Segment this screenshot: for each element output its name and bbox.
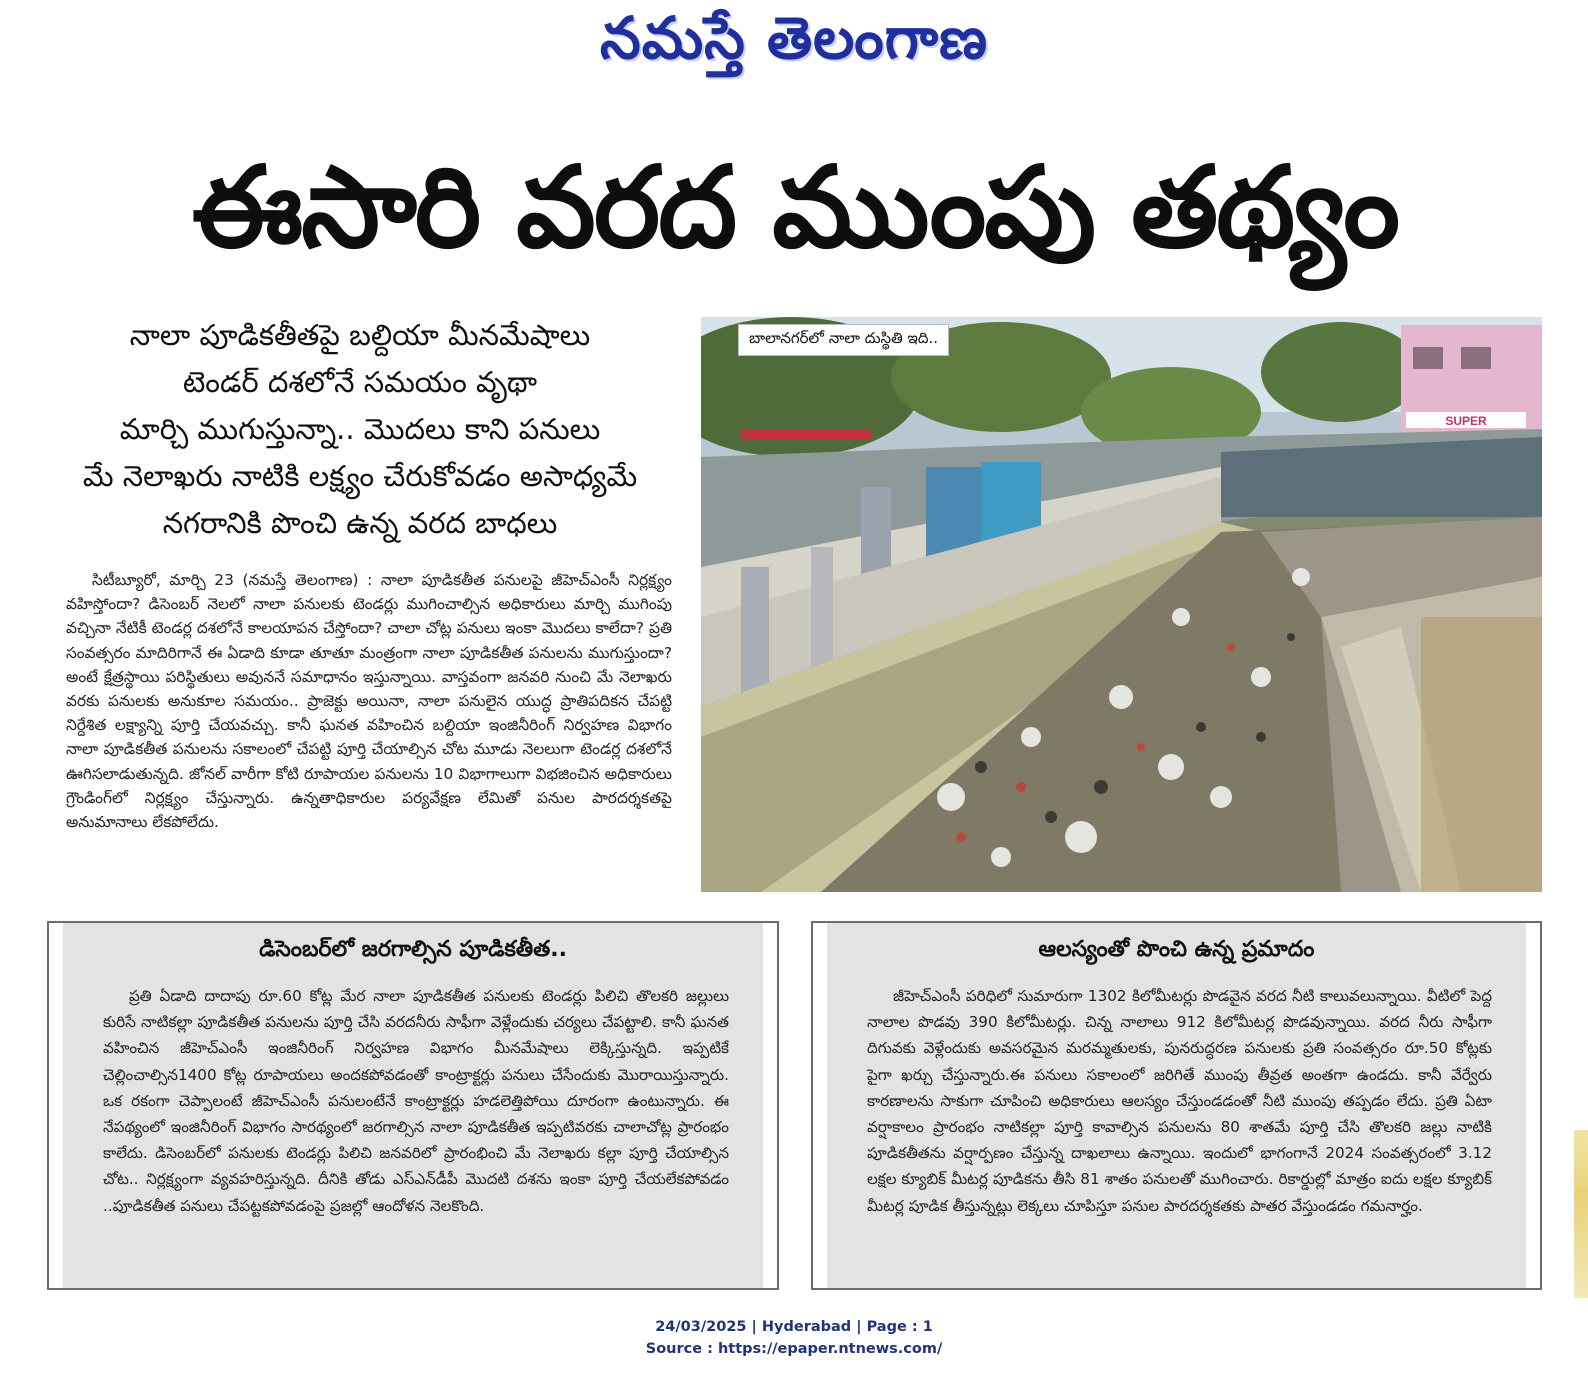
canal-photo-illustration bbox=[701, 317, 1542, 892]
headline: ఈసారి వరద ముంపు తథ్యం bbox=[191, 143, 1399, 273]
news-photo bbox=[701, 317, 1542, 892]
page-footer bbox=[0, 1316, 1588, 1360]
subheadline: మార్చి ముగుస్తున్నా.. మొదలు కాని పనులు bbox=[119, 412, 601, 446]
subheadline: టెండర్ దశలోనే సమయం వృథా bbox=[182, 365, 538, 399]
footer-date-line: 24/03/2025 | Hyderabad | Page : 1 bbox=[655, 1319, 933, 1335]
box-background bbox=[63, 923, 763, 1288]
adjacent-page-edge bbox=[1574, 1130, 1588, 1298]
article-body: సిటీబ్యూరో, మార్చి 23 (నమస్తే తెలంగాణ) : నాలా పూడికతీత పనులపై జీహెచ్ఎంసీ నిర్లక్ష్యం వహిస్తోందా? డిసెంబర్ నెలలో నాలా పనులకు టెండర్లు ముగించాల్సిన అధికారులు మార్చి ముగింపు వచ్చినా నేటికీ టెండర్ల దశలోనే కాలయాపన చేస్తోందా? చాలా చోట్ల పనులు ఇంకా మొదలు కాలేదా? ప్రతి సంవత్సరం మాదిరిగానే ఈ ఏడాది కూడా తూతూ మంత్రంగా నాలా పూడికతీత పనులను ముగుస్తుందా? అంటే క్షేత్రస్థాయి పరిస్థితులు అవుననే సమాధానం ఇస్తున్నాయి. వాస్తవంగా జనవరి నుంచి మే నెలాఖరు వరకు పనులకు అనుకూల సమయం.. ప్రాజెక్టు అయినా, నాలా పనులైన యుద్ధ ప్రాతిపదికన చేపట్టి నిర్దేశిత లక్ష్యాన్ని పూర్తి చేయవచ్చు. కానీ ఘనత వహించిన బల్దియా ఇంజినీరింగ్ నిర్వహణ విభాగం నాలా పూడికతీత పనులను సకాలంలో చేపట్టి పూర్తి చేయాల్సిన చోట మూడు నెలలుగా టెండర్ల దశలోనే ఊగిసలాడుతున్నది. జోనల్ వారీగా కోటి రూపాయల పనులను 10 విభాగాలుగా విభజించిన అధికారులు గ్రౌండింగ్‌లో నిర్లక్ష్యం చేస్తున్నారు. ఉన్నతాధికారుల పర్యవేక్షణ లేమితో పనుల పారదర్శకతపై అనుమానాలు లేకపోలేదు. bbox=[66, 571, 672, 832]
sidebar-box-december bbox=[47, 921, 779, 1290]
footer-source-link[interactable]: Source : https://epaper.ntnews.com/ bbox=[645, 1341, 943, 1357]
sidebar-box-delay-danger bbox=[811, 921, 1542, 1290]
box-title: ఆలస్యంతో పొంచి ఉన్న ప్రమాదం bbox=[1038, 937, 1315, 962]
shop-sign-text: SUPER bbox=[1445, 414, 1487, 428]
subheadline: మే నెలాఖరు నాటికి లక్ష్యం చేరుకోవడం అసాధ్యమే bbox=[82, 459, 638, 493]
subheadline: నగరానికి పొంచి ఉన్న వరద బాధలు bbox=[162, 506, 558, 540]
box-title: డిసెంబర్‌లో జరగాల్సిన పూడికతీత.. bbox=[259, 937, 567, 962]
box-body: జీహెచ్ఎంసీ పరిధిలో సుమారుగా 1302 కిలోమీటర్లు పొడవైన వరద నీటి కాలువలున్నాయి. వీటిలో పెద్ద నాలాల పొడవు 390 కిలోమీటర్లు. చిన్న నాలాలు 912 కిలోమీటర్ల పొడవున్నాయి. వరద నీరు సాఫీగా దిగువకు వెళ్లేందుకు అవసరమైన మరమ్మతులకు, పునరుద్ధరణ పనులకు ప్రతి సంవత్సరం రూ.50 కోట్లకు పైగా ఖర్చు చేస్తున్నారు.ఈ పనులు సకాలంలో జరిగితే ముంపు తీవ్రత అంతగా ఉండదు. కానీ వేర్వేరు కారణాలను సాకుగా చూపించి అధికారులు ఆలస్యం చేస్తుండడంతో నీటి ముంపు తప్పడం లేదు. ప్రతి ఏటా వర్షాకాలం ప్రారంభం నాటికల్లా పూర్తి కావాల్సిన పనులను 80 శాతమే పూర్తి చేసి తొలకరి జల్లు నాటికి పూడికతీతను వర్షార్పణం చేస్తున్న దాఖలాలు ఉన్నాయి. ఇందులో భాగంగానే 2024 సంవత్సరంలో 3.12 లక్షల క్యూబిక్ మీటర్ల పూడికను తీసి 81 శాతం పనులతో ముగించారు. రికార్డుల్లో మాత్రం ఐదు లక్షల క్యూబిక్ మీటర్ల పూడిక తీస్తున్నట్లు లెక్కలు చూపిస్తూ పనుల పారదర్శకతకు పాతర వేస్తుండడం గమనార్హం. bbox=[867, 987, 1492, 1215]
subheadline: నాలా పూడికతీతపై బల్దియా మీనమేషాలు bbox=[129, 318, 591, 352]
photo-caption: బాలానగర్‌లో నాలా దుస్థితి ఇది.. bbox=[738, 324, 949, 356]
masthead-logo: నమస్తే తెలంగాణ bbox=[600, 4, 988, 72]
box-background bbox=[827, 923, 1526, 1288]
box-body: ప్రతి ఏడాది దాదాపు రూ.60 కోట్ల మేర నాలా పూడికతీత పనులకు టెండర్లు పిలిచి తొలకరి జల్లులు కురిసే నాటికల్లా పూడికతీత పనులను పూర్తి చేసి వరదనీరు సాఫీగా వెళ్లేందుకు చర్యలు చేపట్టాలి. కానీ ఘనత వహించిన జీహెచ్ఎంసీ ఇంజినీరింగ్ నిర్వహణ విభాగం మీనమేషాలు లెక్కిస్తున్నది. ఇప్పటికే చెల్లించాల్సిన1400 కోట్ల రూపాయలు అందకపోవడంతో కాంట్రాక్టర్లు పనులు చేసేందుకు మొరాయిస్తున్నారు. ఒక రకంగా చెప్పాలంటే జీహెచ్ఎంసీ పనులంటేనే కాంట్రాక్టర్లు హడలెత్తిపోయి దూరంగా ఉంటున్నారు. ఈ నేపథ్యంలో ఇంజినీరింగ్ విభాగం సారథ్యంలో జరగాల్సిన నాలా పూడికతీత ఇప్పటివరకు చాలాచోట్ల ప్రారంభం కాలేదు. డిసెంబర్‌లో పనులకు టెండర్లు పిలిచి జనవరిలో ప్రారంభించి మే నెలాఖరు కల్లా పూర్తి చేయాల్సిన చోట.. నిర్లక్ష్యంగా వ్యవహరిస్తున్నది. దీనికి తోడు ఎస్ఎన్‌డీపీ మొదటి దశను ఇంకా పూర్తి చేయలేకపోవడం ..పూడికతీత పనులు చేపట్టకపోవడంపై ప్రజల్లో ఆందోళన నెలకొంది. bbox=[103, 987, 729, 1215]
subheadlines bbox=[40, 312, 680, 547]
